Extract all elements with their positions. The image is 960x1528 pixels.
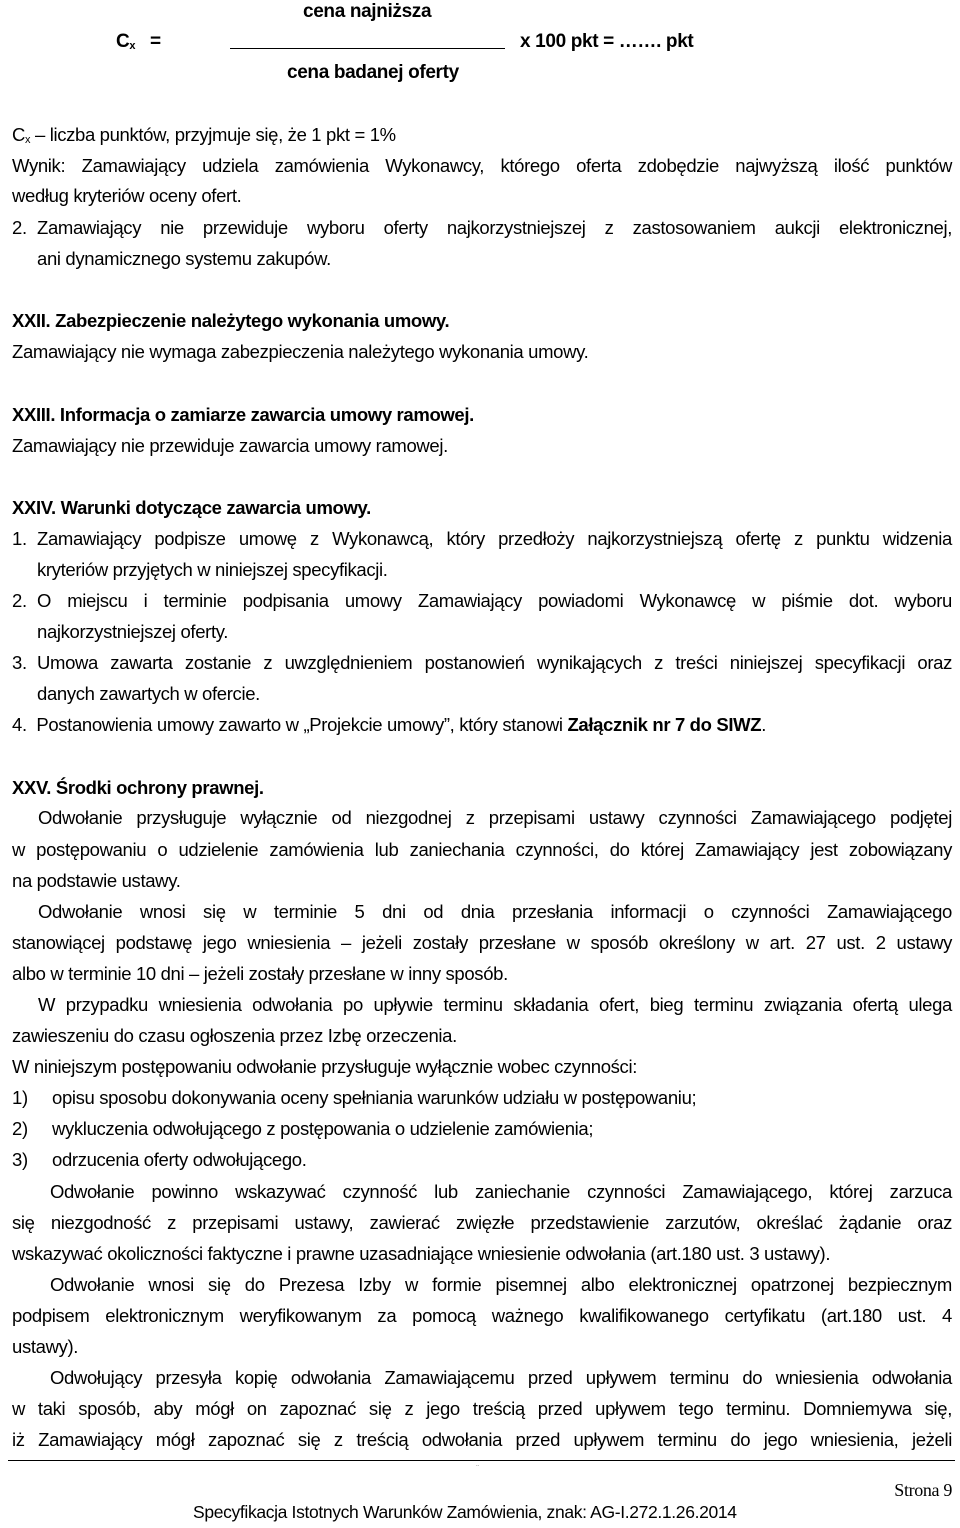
xxv-p2-line-3: albo w terminie 10 dni – jeżeli zostały przesłane w inny sposób. [12, 963, 508, 984]
xxv-p6-line-1: Odwołanie wnosi się do Prezesa Izby w formie pisemnej albo elektronicznej opatrzonej bezpiecznym [50, 1274, 952, 1295]
fraction-line [230, 48, 505, 49]
xxiv-item-2-line-1: 2. O miejscu i terminie podpisania umowy Zamawiający powiadomi Wykonawcę w piśmie dot. wyboru [12, 590, 952, 611]
xxv-p6-line-2: podpisem elektronicznym weryfikowanym za pomocą ważnego kwalifikowanego certyfikatu (art.180 ust. 4 [12, 1305, 952, 1326]
point-2-line-1: 2. Zamawiający nie przewiduje wyboru oferty najkorzystniejszej z zastosowaniem aukcji elektronicznej, [12, 217, 952, 238]
xxiv-item-3-line-1: 3. Umowa zawarta zostanie z uwzględnieniem postanowień wynikających z treści niniejszej specyfikacji oraz [12, 652, 952, 673]
xxiv-item-3-line-2: danych zawartych w ofercie. [37, 683, 260, 704]
wynik-line-1: Wynik: Zamawiający udziela zamówienia Wykonawcy, którego oferta zdobędzie najwyższą ilość punktów [12, 155, 952, 176]
footer-rule [8, 1460, 955, 1461]
section-xxiii-heading: XXIII. Informacja o zamiarze zawarcia umowy ramowej. [12, 404, 474, 425]
footer-mark: .. [476, 1462, 479, 1468]
formula-cx: $C_x$ [116, 31, 136, 52]
formula-equals: = [150, 31, 161, 52]
xxiv-item-2-line-2: najkorzystniejszej oferty. [37, 621, 229, 642]
xxv-p1-line-2: w postępowaniu o udzielenie zamówienia lub zaniechania czynności, do której Zamawiający jest zobowiązany [12, 839, 952, 860]
section-xxii-text: Zamawiający nie wymaga zabezpieczenia należytego wykonania umowy. [12, 341, 589, 362]
xxv-p5-line-1: Odwołanie powinno wskazywać czynność lub zaniechanie czynności Zamawiającego, której zarzuca [50, 1181, 952, 1202]
section-xxv-heading: XXV. Środki ochrony prawnej. [12, 777, 264, 798]
xxv-p7-line-2: w taki sposób, aby mógł on zapoznać się z jego treścią przed upływem tego terminu. Domniemywa się, [12, 1398, 952, 1419]
xxv-p7-line-1: Odwołujący przesyła kopię odwołania Zamawiającemu przed upływem terminu do wniesienia odwołania [50, 1367, 952, 1388]
xxv-p1-line-1: Odwołanie przysługuje wyłącznie od niezgodnej z przepisami ustawy czynności Zamawiającego podjętej [38, 807, 952, 828]
wynik-line-2: według kryteriów oceny ofert. [12, 185, 242, 206]
xxv-p7-line-3: iż Zamawiający mógł zapoznać się z treścią odwołania przed upływem terminu do jego wniesienia, jeżeli [12, 1429, 952, 1450]
xxv-p1-line-3: na podstawie ustawy. [12, 870, 181, 891]
xxv-p3-line-1: W przypadku wniesienia odwołania po upływie terminu składania ofert, bieg terminu związania ofertą ulega [38, 994, 952, 1015]
xxv-p2-line-2: stanowiącej podstawę jego wniesienia – jeżeli zostały przesłane w sposób określony w art. 27 ust. 2 ustawy [12, 932, 952, 953]
formula-denominator: cena badanej oferty [287, 62, 459, 83]
xxv-p5-line-3: wskazywać okoliczności faktyczne i prawne uzasadniające wniesienie odwołania (art.180 ust. 3 ustawy). [12, 1243, 831, 1264]
xxv-p3-line-2: zawieszeniu do czasu ogłoszenia przez Izbę orzeczenia. [12, 1025, 457, 1046]
xxv-p2-line-1: Odwołanie wnosi się w terminie 5 dni od dnia przesłania informacji o czynności Zamawiającego [38, 901, 952, 922]
xxiv-item-1-line-2: kryteriów przyjętych w niniejszej specyfikacji. [37, 559, 388, 580]
section-xxii-heading: XXII. Zabezpieczenie należytego wykonania umowy. [12, 310, 450, 331]
footer-spec: Specyfikacja Istotnych Warunków Zamówienia, znak: AG-I.272.1.26.2014 [193, 1502, 737, 1522]
section-xxiv-heading: XXIV. Warunki dotyczące zawarcia umowy. [12, 497, 371, 518]
xxv-p6-line-3: ustawy). [12, 1336, 79, 1357]
formula-numerator: cena najniższa [303, 1, 432, 22]
xxv-p5-line-2: się niezgodność z przepisami ustawy, zawierać zwięzłe przedstawienie zarzutów, określać żądanie oraz [12, 1212, 952, 1233]
page-number: Strona 9 [894, 1480, 952, 1500]
xxiv-item-4: 4. Postanowienia umowy zawarto w „Projekcie umowy”, który stanowi Załącznik nr 7 do SIWZ. [12, 714, 767, 735]
xxv-p4: W niniejszym postępowaniu odwołanie przysługuje wyłącznie wobec czynności: [12, 1056, 637, 1077]
xxiv-item-1-line-1: 1. Zamawiający podpisze umowę z Wykonawcą, który przedłoży najkorzystniejszą ofertę z punktu widzenia [12, 528, 952, 549]
cx-definition: $C_x$ – liczba punktów, przyjmuje się, że 1 pkt = 1% [12, 124, 396, 146]
formula-multiplier: x 100 pkt = ……. pkt [520, 31, 694, 52]
section-xxiii-text: Zamawiający nie przewiduje zawarcia umowy ramowej. [12, 435, 448, 456]
point-2-line-2: ani dynamicznego systemu zakupów. [37, 248, 331, 269]
